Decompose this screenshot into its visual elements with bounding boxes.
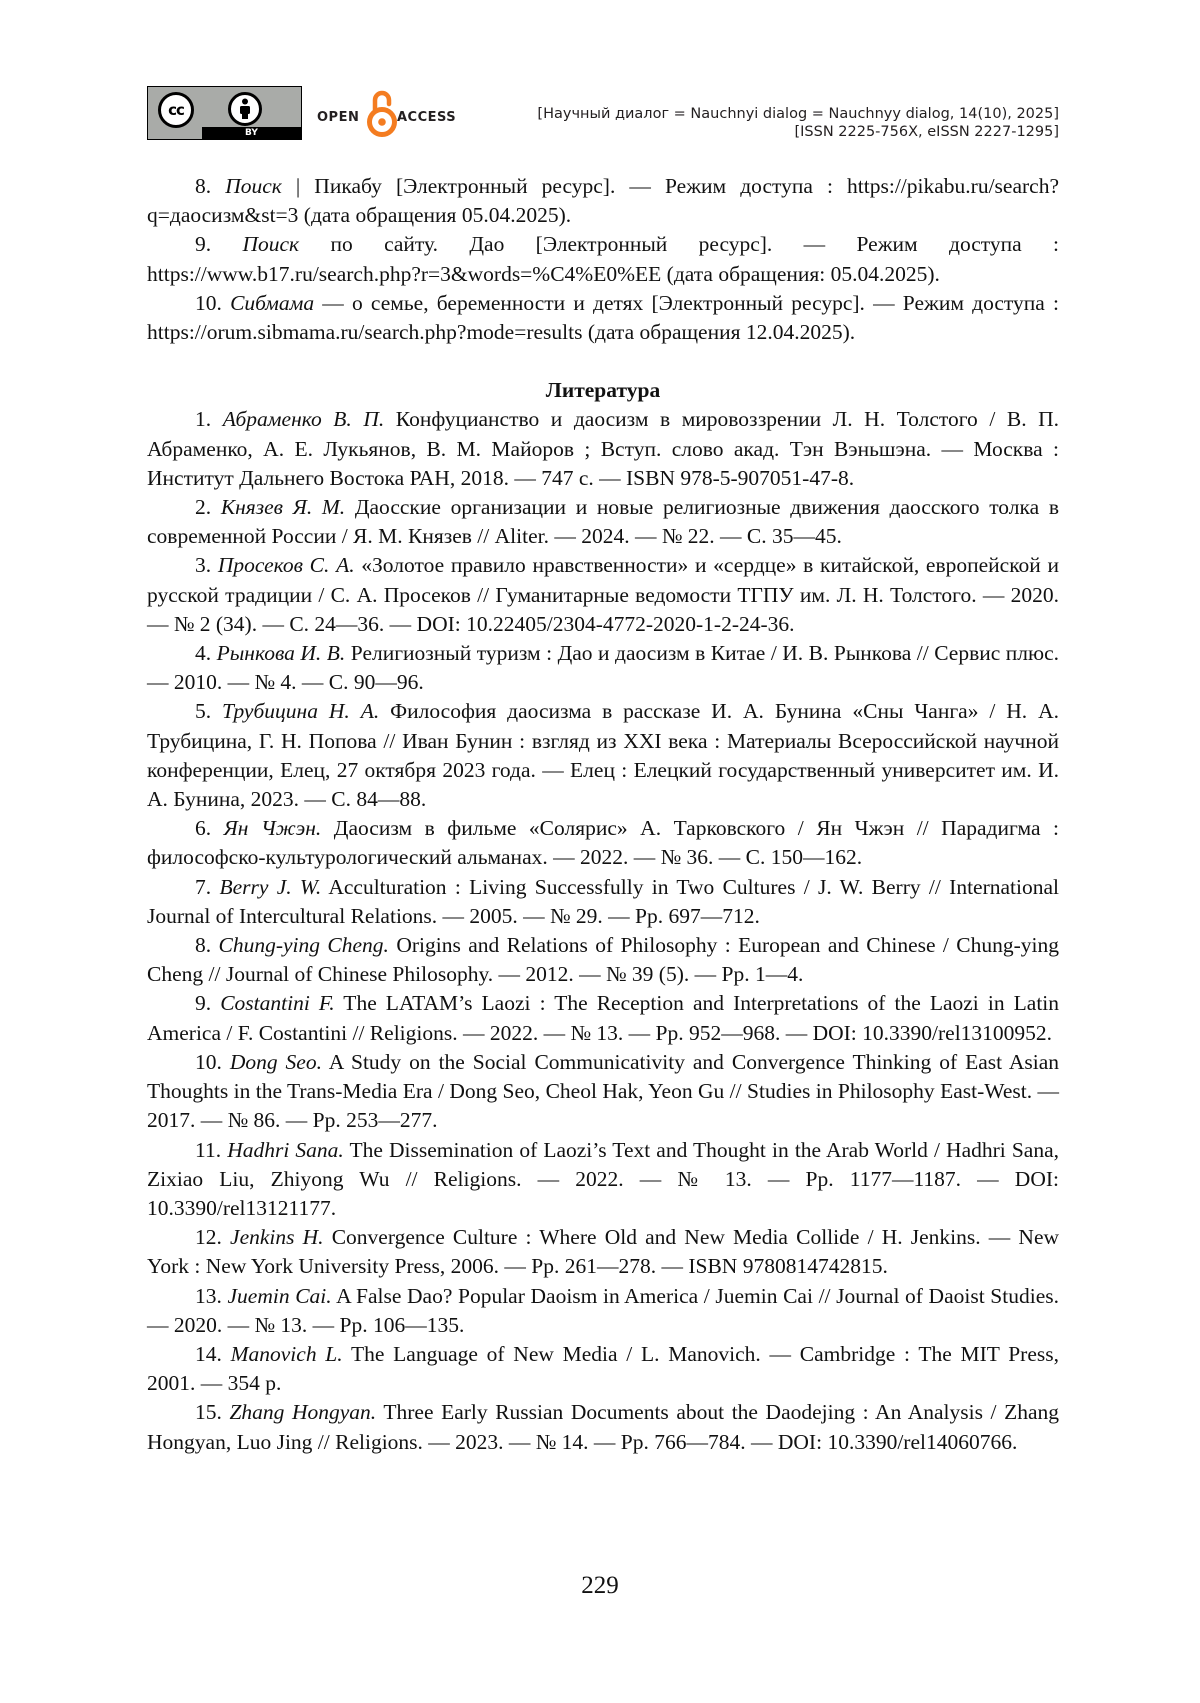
entry-details: A False Dao? Popular Daoism in America / Juemin Cai // Journal of Daoist Studies. — 2020. — № 13. — Pp. 106—135. bbox=[147, 1283, 1059, 1337]
entry-details: Даосизм в фильме «Солярис» А. Тарковского / Ян Чжэн // Парадигма : философско-культурологический альманах. — 2022. — № 36. — С. 150—162. bbox=[147, 816, 1059, 870]
entry-author: Juemin Cai. bbox=[227, 1283, 332, 1308]
cc-by-license-badge[interactable] bbox=[147, 86, 302, 140]
entry-details: The LATAM’s Laozi : The Reception and Interpretations of the Laozi in Latin America / F. Costantini // Religions. — 2022. — № 13. — Pp. 952—968. — DOI: 10.3390/rel13100952. bbox=[147, 991, 1060, 1045]
entry-number: 10. bbox=[195, 1049, 222, 1074]
entry-number: 5. bbox=[195, 699, 212, 724]
page-header bbox=[147, 86, 1059, 142]
open-access-open-text: OPEN bbox=[317, 110, 360, 125]
entry-details: Three Early Russian Documents about the Daodejing : An Analysis / Zhang Hongyan, Luo Jing // Religions. — 2023. — № 14. — Pp. 766—784. — DOI: 10.3390/rel14060766. bbox=[147, 1400, 1060, 1454]
reference-entry bbox=[147, 1048, 1059, 1136]
entry-details: Даосские организации и новые религиозные движения даосского толка в современной России / Я. М. Князев // Aliter. — 2024. — № 22. — С. 35—45. bbox=[147, 495, 1060, 549]
entry-number: 1. bbox=[195, 407, 212, 432]
entry-number: 3. bbox=[195, 553, 212, 578]
entry-number: 9. bbox=[195, 232, 212, 257]
entry-number: 9. bbox=[195, 991, 212, 1016]
source-entry bbox=[147, 289, 1059, 347]
entry-number: 2. bbox=[195, 495, 212, 520]
entry-details: A Study on the Social Communicativity and Convergence Thinking of East Asian Thoughts in the Trans-Media Era / Dong Seo, Cheol Hak, Yeon Gu // Studies in Philosophy East-West. — 2017. — № 86. — Pp. 253—277. bbox=[147, 1049, 1060, 1133]
journal-citation bbox=[537, 105, 1059, 141]
entry-author: Абраменко В. П. bbox=[222, 407, 385, 432]
entry-details: «Золотое правило нравственности» и «сердце» в китайской, европейской и русской традиции / С. А. Просеков // Гуманитарные ведомости ТГПУ им. Л. Н. Толстого. — 2020. — № 2 (34). — С. 24—36. — DOI: 10.22405/2304-4772-2020-1-2-24-36. bbox=[147, 553, 1059, 636]
entry-details: Философия даосизма в рассказе И. А. Бунина «Сны Чанга» / Н. А. Трубицина, Г. Н. Попова // Иван Бунин : взгляд из XXI века : Материалы Всероссийской научной конференции, Елец, 27 октября 2023 года. — Елец : Елецкий государственный университет им. И. А. Бунина, 2023. — С. 84—88. bbox=[147, 699, 1060, 812]
entry-author: Рынкова И. В. bbox=[216, 641, 346, 666]
section-gap bbox=[147, 347, 1059, 376]
entry-author: Ян Чжэн. bbox=[223, 816, 322, 841]
entry-title: Сибмама bbox=[230, 290, 315, 315]
entry-number: 14. bbox=[195, 1341, 222, 1366]
entry-details: Конфуцианство и даосизм в мировоззрении Л. Н. Толстого / В. П. Абраменко, А. Е. Лукьянов, В. М. Майоров ; Вступ. слово акад. Тэн Вэньшэна. — Москва : Институт Дальнего Востока РАН, 2018. — 747 с. — ISBN 978-5-907051-47-8. bbox=[147, 407, 1060, 490]
entry-author: Трубицина Н. А. bbox=[222, 699, 380, 724]
reference-entry bbox=[147, 1340, 1059, 1398]
reference-entry bbox=[147, 1282, 1059, 1340]
open-access-access-text: ACCESS bbox=[397, 110, 457, 125]
entry-author: Chung-ying Cheng. bbox=[218, 933, 389, 958]
reference-entry bbox=[147, 1136, 1059, 1224]
entry-details: по сайту. Дао [Электронный ресурс]. — Режим доступа : https://www.b17.ru/search.php?r=3&words=%C4%E0%EE (дата обращения: 05.04.2025). bbox=[147, 232, 1060, 286]
cc-icon: cc bbox=[158, 92, 194, 128]
reference-entry bbox=[147, 814, 1059, 872]
reference-entry bbox=[147, 551, 1059, 639]
entry-details: The Language of New Media / L. Manovich. — Cambridge : The MIT Press, 2001. — 354 p. bbox=[147, 1341, 1059, 1396]
entry-title: Поиск bbox=[225, 174, 282, 198]
entry-details: The Dissemination of Laozi’s Text and Thought in the Arab World / Hadhri Sana, Zixiao Liu, Zhiyong Wu // Religions. — 2022. — № 13. — Pp. 1177—1187. — DOI: 10.3390/rel13121177. bbox=[147, 1137, 1060, 1220]
open-access-logo bbox=[317, 86, 467, 140]
literature-list bbox=[147, 405, 1059, 1456]
reference-entry bbox=[147, 405, 1059, 493]
entry-number: 4. bbox=[195, 641, 212, 666]
source-entry bbox=[147, 172, 1059, 230]
reference-entry bbox=[147, 931, 1059, 989]
reference-entry bbox=[147, 493, 1059, 551]
entry-author: Manovich L. bbox=[230, 1341, 343, 1366]
entry-author: Dong Seo. bbox=[229, 1049, 322, 1074]
journal-line: [Научный диалог = Nauchnyi dialog = Nauchnyy dialog, 14(10), 2025] bbox=[537, 106, 1059, 122]
entry-title: Поиск bbox=[242, 232, 300, 257]
entry-author: Jenkins H. bbox=[230, 1225, 324, 1250]
entry-author: Просеков С. А. bbox=[217, 553, 355, 578]
source-entry bbox=[147, 230, 1059, 288]
entry-details: — о семье, беременности и детях [Электронный ресурс]. — Режим доступа : https://orum.sibmama.ru/search.php?mode=results (дата обращения 12.04.2025). bbox=[147, 290, 1059, 345]
entry-number: 12. bbox=[195, 1225, 222, 1250]
entry-details: Origins and Relations of Philosophy : European and Chinese / Chung-ying Cheng // Journal of Chinese Philosophy. — 2012. — № 39 (5). — Pp. 1—4. bbox=[147, 933, 1060, 987]
page-number: 229 bbox=[581, 1572, 619, 1599]
reference-entry bbox=[147, 1398, 1059, 1456]
reference-entry bbox=[147, 697, 1059, 814]
reference-entry bbox=[147, 873, 1059, 931]
entry-author: Hadhri Sana. bbox=[227, 1137, 344, 1162]
entry-number: 7. bbox=[195, 874, 212, 899]
entry-number: 13. bbox=[195, 1283, 222, 1308]
sources-list bbox=[147, 172, 1059, 347]
open-access-lock-icon bbox=[367, 86, 397, 140]
by-person-icon bbox=[228, 92, 262, 126]
entry-number: 6. bbox=[195, 816, 212, 841]
entry-number: 11. bbox=[195, 1137, 222, 1162]
entry-number: 8. bbox=[195, 174, 212, 198]
entry-author: Costantini F. bbox=[220, 991, 335, 1016]
entry-details: Религиозный туризм : Дао и даосизм в Китае / И. В. Рынкова // Сервис плюс. — 2010. — № 4. — С. 90—96. bbox=[147, 641, 1059, 695]
entry-number: 15. bbox=[195, 1400, 222, 1425]
literature-heading: Литература bbox=[545, 378, 661, 403]
entry-author: Князев Я. М. bbox=[220, 495, 346, 520]
entry-details: Convergence Culture : Where Old and New Media Collide / H. Jenkins. — New York : New York University Press, 2006. — Pp. 261—278. — ISBN 9780814742815. bbox=[147, 1225, 1060, 1279]
article-content bbox=[147, 172, 1059, 1457]
entry-author: Zhang Hongyan. bbox=[229, 1400, 377, 1425]
reference-entry bbox=[147, 1223, 1059, 1281]
reference-entry bbox=[147, 639, 1059, 697]
reference-entry bbox=[147, 989, 1059, 1047]
entry-details: Acculturation : Living Successfully in Two Cultures / J. W. Berry // International Journal of Intercultural Relations. — 2005. — № 29. — Pp. 697—712. bbox=[147, 874, 1060, 928]
by-label: BY bbox=[202, 127, 301, 139]
entry-author: Berry J. W. bbox=[219, 874, 322, 899]
entry-details: | Пикабу [Электронный ресурс]. — Режим доступа : https://pikabu.ru/search?q=даосизм&st=3 (дата обращения 05.04.2025). bbox=[147, 174, 1059, 228]
entry-number: 8. bbox=[195, 933, 212, 958]
issn-line: [ISSN 2225-756X, eISSN 2227-1295] bbox=[794, 124, 1059, 140]
entry-number: 10. bbox=[195, 290, 222, 315]
